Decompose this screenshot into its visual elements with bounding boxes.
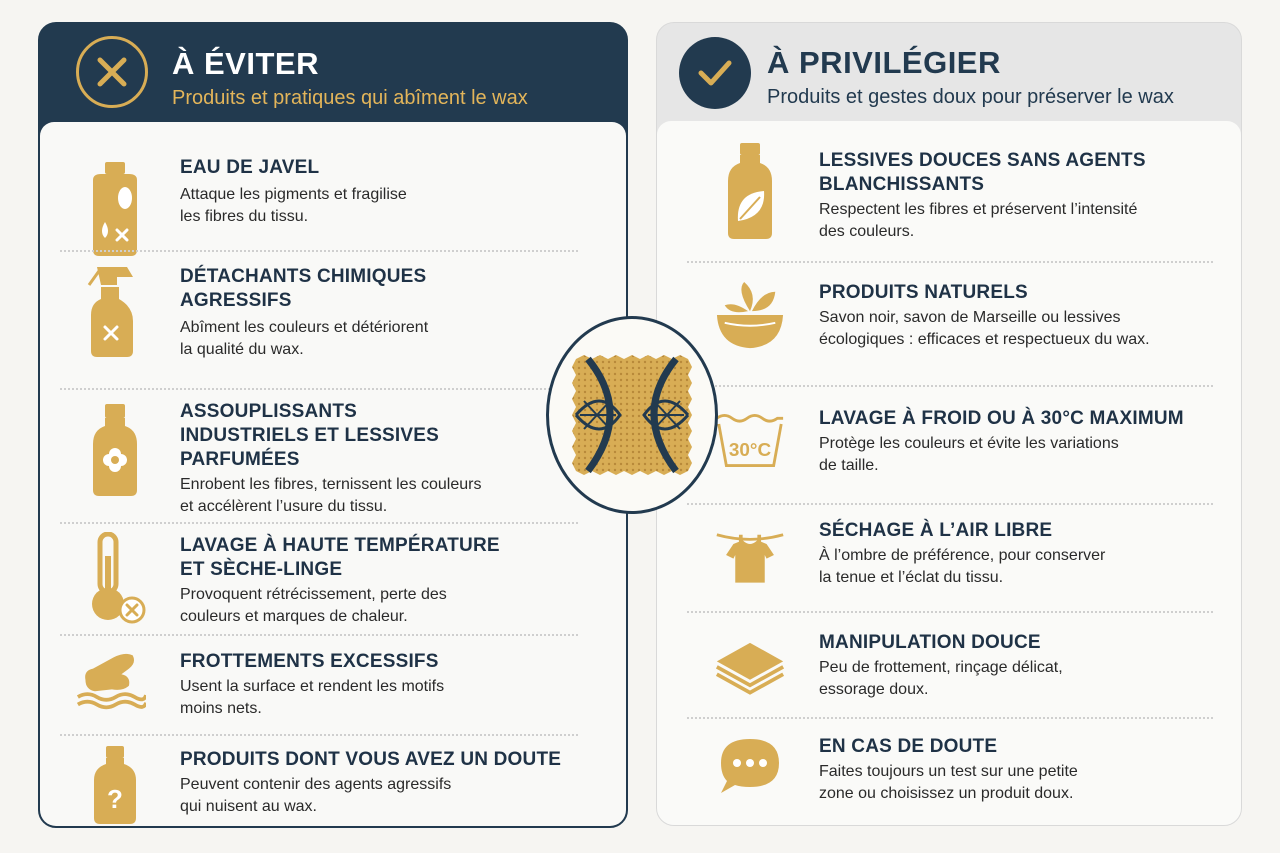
- wash-30-icon: [715, 411, 785, 471]
- spray-bottle-icon: [80, 263, 150, 357]
- bleach-bottle-icon: [80, 162, 150, 256]
- avoid-header: [40, 24, 626, 124]
- item-desc: Peu de frottement, rinçage délicat,: [819, 659, 1063, 676]
- divider: [687, 503, 1213, 505]
- item-title: ET SÈCHE-LINGE: [180, 559, 343, 580]
- item-title: SÉCHAGE À L’AIR LIBRE: [819, 520, 1053, 541]
- divider: [687, 717, 1213, 719]
- divider: [60, 250, 578, 252]
- speech-bubble-icon: [715, 735, 785, 795]
- item-desc: les fibres du tissu.: [180, 208, 309, 225]
- item-title: EN CAS DE DOUTE: [819, 736, 998, 757]
- check-icon: [679, 37, 751, 109]
- divider: [60, 734, 578, 736]
- avoid-title: À ÉVITER: [172, 46, 319, 81]
- item-desc: Usent la surface et rendent les motifs: [180, 678, 445, 695]
- prefer-list: [657, 121, 1241, 825]
- divider: [687, 385, 1213, 387]
- avoid-list: [40, 122, 626, 826]
- item-desc: la qualité du wax.: [180, 341, 304, 358]
- divider: [60, 634, 578, 636]
- item-desc: essorage doux.: [819, 681, 929, 698]
- item-desc: Savon noir, savon de Marseille ou lessives: [819, 309, 1121, 326]
- list-item: [40, 526, 626, 636]
- prefer-panel: [656, 22, 1242, 826]
- list-item: [657, 619, 1241, 719]
- item-title: LAVAGE À HAUTE TEMPÉRATURE: [180, 535, 500, 556]
- folded-fabric-icon: [715, 635, 785, 695]
- thermometer-icon: [80, 532, 150, 624]
- list-item: [40, 738, 626, 828]
- leaf-bottle-icon: [715, 143, 785, 239]
- item-desc: Protège les couleurs et évite les variations: [819, 435, 1119, 452]
- item-title: AGRESSIFS: [180, 290, 292, 311]
- clothesline-shirt-icon: [715, 523, 785, 587]
- list-item: [40, 257, 626, 367]
- item-title: PRODUITS DONT VOUS AVEZ UN DOUTE: [180, 749, 562, 770]
- wax-fabric-emblem: [546, 316, 718, 514]
- list-item: [657, 141, 1241, 261]
- list-item: [657, 269, 1241, 379]
- item-desc: couleurs et marques de chaleur.: [180, 608, 408, 625]
- item-title: ASSOUPLISSANTS: [180, 401, 357, 422]
- wax-fabric-icon: [570, 353, 694, 477]
- cross-icon: [76, 36, 148, 108]
- item-title: INDUSTRIELS ET LESSIVES: [180, 425, 440, 446]
- item-desc: zone ou choisissez un produit doux.: [819, 785, 1074, 802]
- item-desc: de taille.: [819, 457, 879, 474]
- avoid-subtitle: Produits et pratiques qui abîment le wax: [172, 87, 528, 109]
- softener-bottle-icon: [80, 404, 150, 496]
- item-title: LAVAGE À FROID OU À 30°C MAXIMUM: [819, 408, 1184, 429]
- item-desc: Abîment les couleurs et détériorent: [180, 319, 429, 336]
- item-title: PARFUMÉES: [180, 449, 300, 470]
- divider: [687, 611, 1213, 613]
- item-desc: moins nets.: [180, 700, 262, 717]
- item-desc: Attaque les pigments et fragilise: [180, 186, 407, 203]
- prefer-subtitle: Produits et gestes doux pour préserver le wax: [767, 86, 1174, 108]
- rubbing-hand-icon: [76, 646, 146, 712]
- item-desc: qui nuisent au wax.: [180, 798, 317, 815]
- question-bottle-icon: [80, 746, 150, 824]
- item-title: EAU DE JAVEL: [180, 157, 320, 178]
- list-item: [657, 511, 1241, 611]
- list-item: [40, 142, 626, 242]
- list-item: [657, 725, 1241, 825]
- item-desc: la tenue et l’éclat du tissu.: [819, 569, 1004, 586]
- item-desc: Respectent les fibres et préservent l’intensité: [819, 201, 1138, 218]
- item-desc: À l’ombre de préférence, pour conserver: [819, 547, 1106, 564]
- item-desc: des couleurs.: [819, 223, 915, 240]
- divider: [687, 261, 1213, 263]
- item-title: FROTTEMENTS EXCESSIFS: [180, 651, 439, 672]
- prefer-title: À PRIVILÉGIER: [767, 45, 1001, 80]
- prefer-header: [657, 23, 1241, 123]
- list-item: [657, 393, 1241, 503]
- item-title: MANIPULATION DOUCE: [819, 632, 1041, 653]
- item-title: BLANCHISSANTS: [819, 174, 985, 195]
- item-desc: Faites toujours un test sur une petite: [819, 763, 1078, 780]
- item-desc: Enrobent les fibres, ternissent les couleurs: [180, 476, 482, 493]
- item-desc: Provoquent rétrécissement, perte des: [180, 586, 447, 603]
- natural-bowl-icon: [715, 281, 785, 351]
- avoid-panel: [38, 22, 628, 828]
- wash-temp-label: 30°C: [728, 440, 772, 462]
- item-title: PRODUITS NATURELS: [819, 282, 1028, 303]
- item-title: DÉTACHANTS CHIMIQUES: [180, 266, 427, 287]
- item-desc: et accélèrent l’usure du tissu.: [180, 498, 388, 515]
- list-item: [40, 390, 626, 522]
- item-desc: Peuvent contenir des agents agressifs: [180, 776, 452, 793]
- item-title: LESSIVES DOUCES SANS AGENTS: [819, 150, 1146, 171]
- list-item: [40, 638, 626, 728]
- item-desc: écologiques : efficaces et respectueux du wax.: [819, 331, 1150, 348]
- svg-text:?: ?: [107, 784, 123, 814]
- divider: [60, 522, 578, 524]
